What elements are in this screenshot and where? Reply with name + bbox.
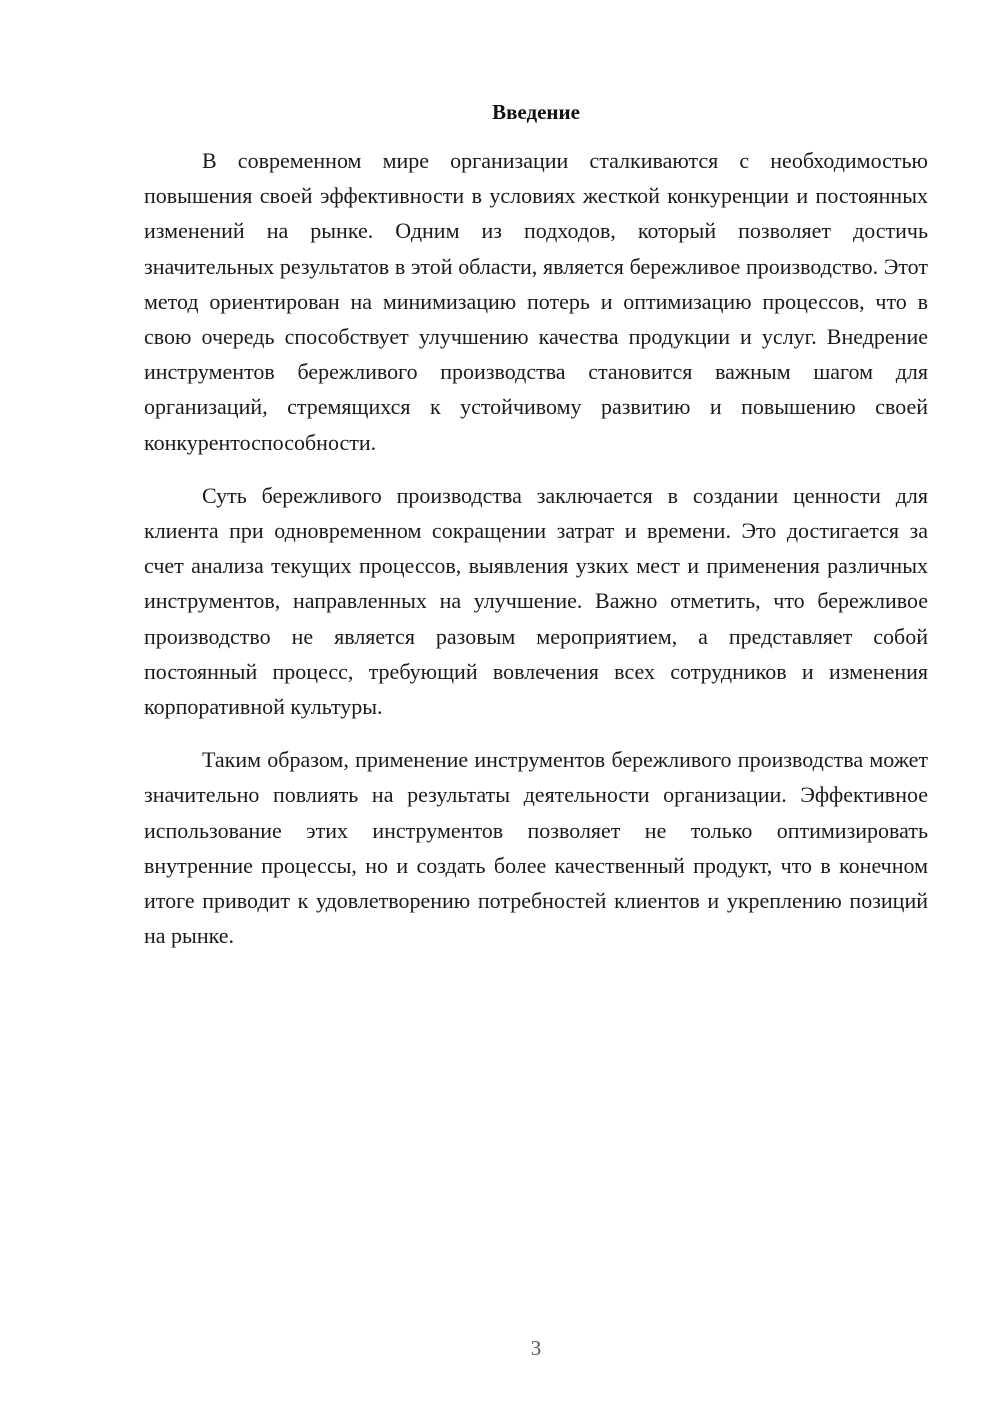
paragraph-3: Таким образом, применение инструментов бережливого производства может значительно повлиять на результаты деятельности организации. Эффективное использование этих инструментов позволяет не только оптимизировать внутренние процессы, но и создать более качественный продукт, что в конечном итоге приводит к удовлетворению потребностей клиентов и укреплению позиций на рынке.	[144, 747, 928, 949]
paragraph-1: В современном мире организации сталкиваются с необходимостью повышения своей эффективности в условиях жесткой конкуренции и постоянных изменений на рынке. Одним из подходов, который позволяет достичь значительных результатов в этой области, является бережливое производство. Этот метод ориентирован на минимизацию потерь и оптимизацию процессов, что в свою очередь способствует улучшению качества продукции и услуг. Внедрение инструментов бережливого производства становится важным шагом для организаций, стремящихся к устойчивому развитию и повышению своей конкурентоспособности.	[144, 148, 928, 455]
document-body	[144, 143, 928, 953]
page-number: 3	[530, 1336, 542, 1360]
document-title: Введение	[492, 100, 580, 124]
paragraph-2: Суть бережливого производства заключается в создании ценности для клиента при одновременном сокращении затрат и времени. Это достигается за счет анализа текущих процессов, выявления узких мест и применения различных инструментов, направленных на улучшение. Важно отметить, что бережливое производство не является разовым мероприятием, а представляет собой постоянный процесс, требующий вовлечения всех сотрудников и изменения корпоративной культуры.	[144, 482, 928, 720]
